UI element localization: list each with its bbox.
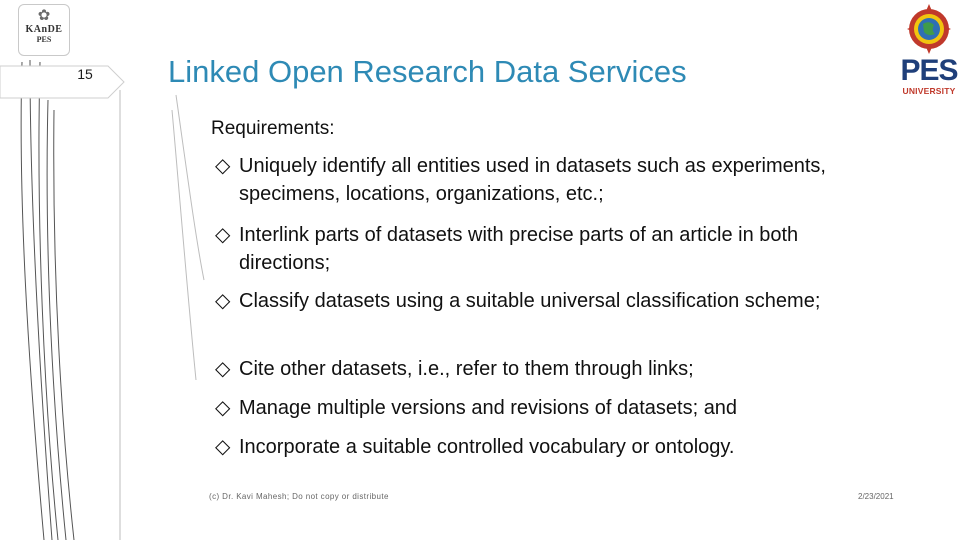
copyright-footer: (c) Dr. Kavi Mahesh; Do not copy or distribute — [209, 492, 389, 501]
bullet-text: Interlink parts of datasets with precise parts of an article in both directions; — [239, 224, 799, 274]
pes-university-emblem-icon — [907, 2, 951, 56]
kande-pes-logo — [18, 4, 70, 56]
bullet-text: Classify datasets using a suitable universal classification scheme; — [239, 290, 821, 312]
diamond-bullet-icon: ◇ — [215, 290, 231, 312]
kande-logo-subtext: PES — [36, 35, 52, 44]
pes-university-logo — [898, 2, 960, 98]
slide-date: 2/23/2021 — [858, 492, 894, 501]
kande-pes-emblem-icon: ✿ — [37, 8, 51, 24]
slide-number: 15 — [77, 66, 93, 82]
bullet-item — [215, 221, 855, 277]
bullet-item — [215, 152, 855, 208]
university-logo-text: UNIVERSITY — [902, 86, 956, 96]
slide-title: Linked Open Research Data Services — [168, 54, 687, 89]
requirements-heading: Requirements: — [211, 118, 335, 139]
bullet-item — [215, 394, 855, 422]
bullet-item — [215, 287, 855, 315]
diamond-bullet-icon: ◇ — [215, 397, 231, 419]
pes-logo-text: PES — [900, 54, 958, 87]
bullet-text: Cite other datasets, i.e., refer to them through links; — [239, 358, 694, 380]
bullet-text: Incorporate a suitable controlled vocabulary or ontology. — [239, 436, 735, 458]
kande-logo-text: KAnDE — [25, 24, 63, 35]
bullet-item — [215, 355, 855, 383]
bullet-text: Uniquely identify all entities used in datasets such as experiments, specimens, locations, organizations, etc.; — [239, 155, 826, 205]
diamond-bullet-icon: ◇ — [215, 358, 231, 380]
bullet-item — [215, 433, 855, 461]
diamond-bullet-icon: ◇ — [215, 436, 231, 458]
diamond-bullet-icon: ◇ — [215, 224, 231, 246]
diamond-bullet-icon: ◇ — [215, 155, 231, 177]
bullet-text: Manage multiple versions and revisions of datasets; and — [239, 397, 738, 419]
